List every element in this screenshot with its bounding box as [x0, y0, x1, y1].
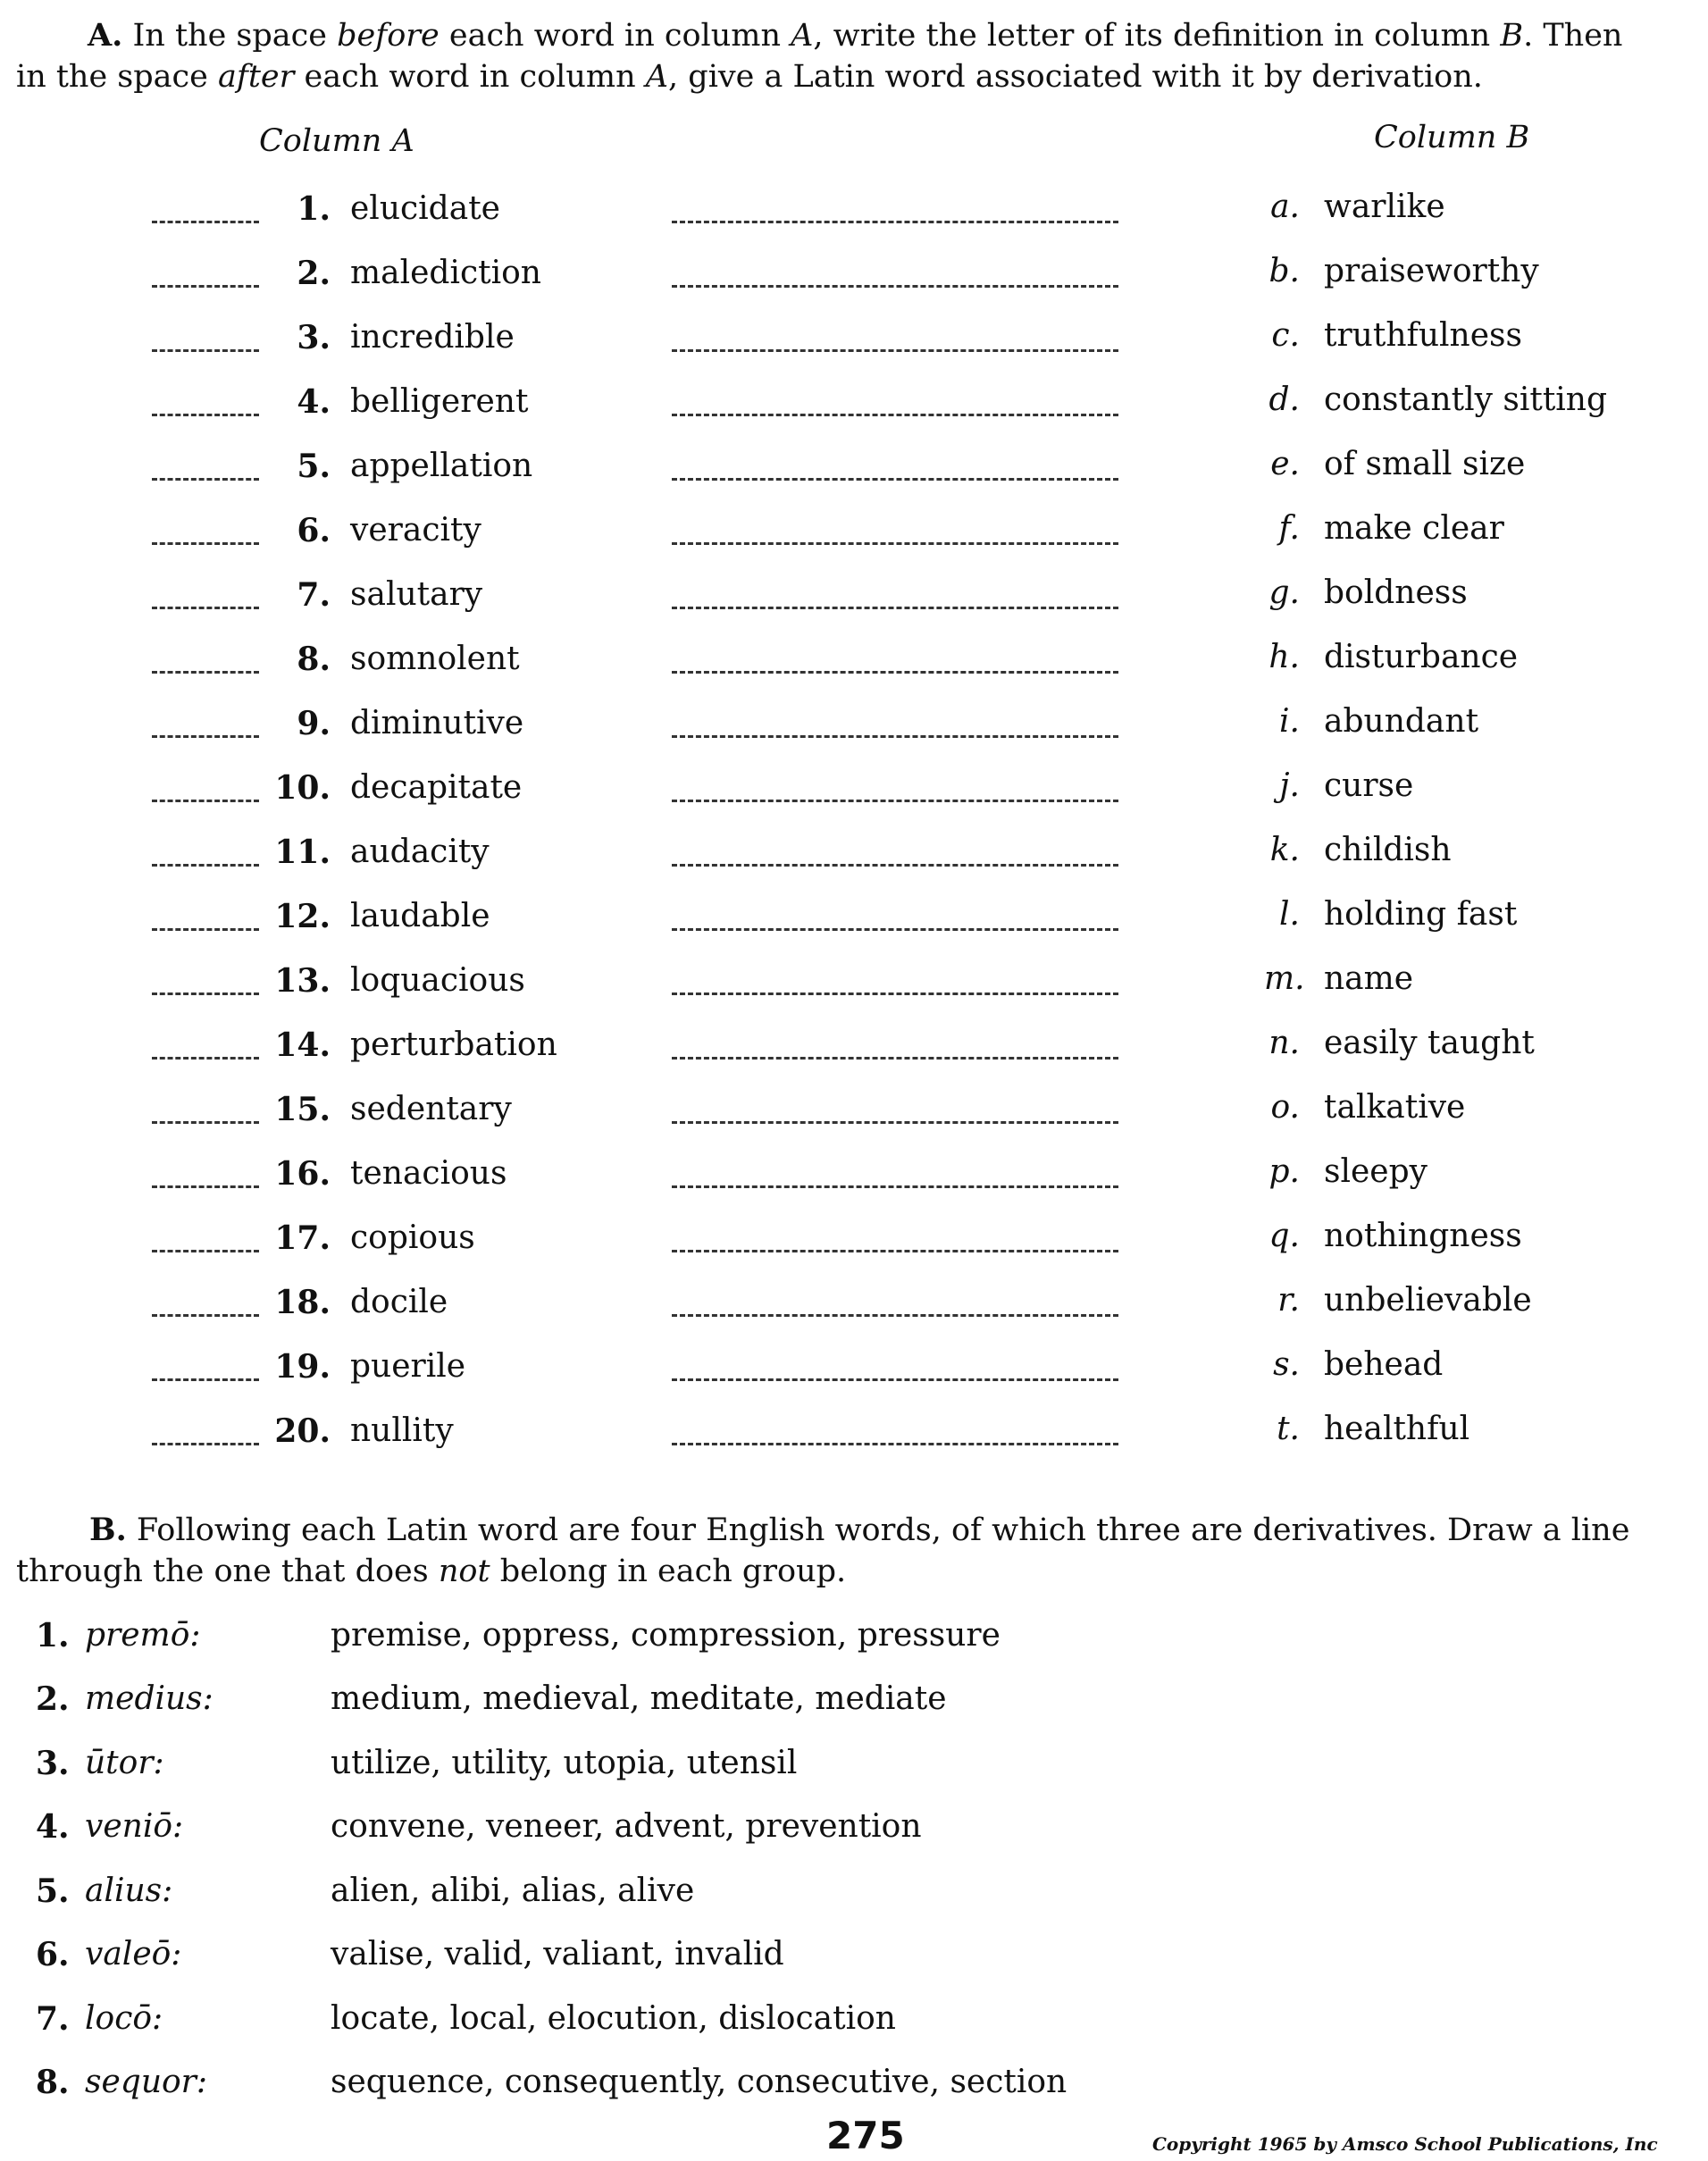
definition-text: healthful — [1324, 1411, 1470, 1447]
answer-blank-before[interactable] — [152, 542, 259, 545]
definition-text: warlike — [1324, 188, 1445, 225]
derivative-item — [0, 1869, 1708, 1922]
english-word: belligerent — [350, 383, 529, 420]
derivative-item — [0, 1677, 1708, 1730]
matching-row — [0, 1343, 1708, 1396]
item-number: 19. — [274, 1348, 331, 1386]
matching-row — [0, 314, 1708, 367]
definition-letter: b. — [1268, 253, 1300, 289]
definition-text: of small size — [1324, 446, 1526, 482]
answer-blank-before[interactable] — [152, 735, 259, 738]
answer-blank-after[interactable] — [672, 285, 1118, 288]
item-number: 10. — [274, 769, 331, 807]
item-number: 17. — [274, 1219, 331, 1257]
section-a-instructions-line-2: in the space after each word in column A, give a Latin word associated with it by derivation. — [16, 59, 1483, 95]
answer-blank-before[interactable] — [152, 221, 259, 223]
english-word: perturbation — [350, 1026, 557, 1063]
english-word: elucidate — [350, 190, 500, 227]
item-number: 1. — [36, 1617, 70, 1654]
item-number: 1. — [297, 190, 331, 228]
answer-blank-after[interactable] — [672, 349, 1118, 352]
answer-blank-after[interactable] — [672, 1378, 1118, 1381]
definition-letter: p. — [1268, 1153, 1300, 1190]
english-word: copious — [350, 1219, 475, 1256]
answer-blank-before[interactable] — [152, 478, 259, 481]
answer-blank-before[interactable] — [152, 285, 259, 288]
definition-letter: r. — [1277, 1282, 1300, 1319]
english-choices[interactable]: locate, local, elocution, dislocation — [331, 2000, 896, 2037]
item-number: 6. — [36, 1936, 70, 1973]
item-number: 6. — [297, 512, 331, 549]
english-word: veracity — [350, 512, 481, 549]
latin-word: locō: — [85, 2000, 163, 2037]
answer-blank-after[interactable] — [672, 221, 1118, 223]
matching-row — [0, 828, 1708, 882]
definition-letter: n. — [1268, 1025, 1300, 1061]
item-number: 11. — [274, 833, 331, 871]
item-number: 5. — [36, 1872, 70, 1910]
item-number: 5. — [297, 448, 331, 485]
answer-blank-before[interactable] — [152, 607, 259, 609]
item-number: 7. — [36, 2000, 70, 2038]
definition-letter: i. — [1279, 703, 1300, 740]
definition-letter: a. — [1270, 188, 1300, 225]
english-word: puerile — [350, 1348, 466, 1385]
english-word: nullity — [350, 1412, 454, 1449]
definition-letter: o. — [1270, 1089, 1300, 1126]
english-choices[interactable]: premise, oppress, compression, pressure — [331, 1617, 1001, 1654]
definition-text: abundant — [1324, 703, 1479, 740]
definition-letter: f. — [1278, 510, 1300, 547]
definition-text: boldness — [1324, 574, 1468, 611]
matching-row — [0, 185, 1708, 239]
answer-blank-after[interactable] — [672, 1443, 1118, 1445]
definition-text: name — [1324, 960, 1414, 997]
definition-text: talkative — [1324, 1089, 1466, 1126]
answer-blank-after[interactable] — [672, 928, 1118, 931]
matching-row — [0, 571, 1708, 624]
definition-letter: g. — [1268, 574, 1300, 611]
answer-blank-after[interactable] — [672, 1314, 1118, 1317]
item-number: 4. — [36, 1808, 70, 1846]
answer-blank-before[interactable] — [152, 800, 259, 802]
answer-blank-before[interactable] — [152, 1185, 259, 1188]
english-word: loquacious — [350, 962, 525, 999]
latin-word: ūtor: — [85, 1745, 164, 1781]
matching-row — [0, 892, 1708, 946]
english-word: sedentary — [350, 1091, 512, 1127]
definition-letter: s. — [1273, 1346, 1300, 1383]
item-number: 20. — [274, 1412, 331, 1450]
answer-blank-before[interactable] — [152, 993, 259, 995]
definition-text: curse — [1324, 767, 1414, 804]
english-word: salutary — [350, 576, 483, 613]
english-word: docile — [350, 1284, 448, 1320]
matching-row — [0, 1150, 1708, 1203]
matching-row — [0, 507, 1708, 560]
definition-letter: q. — [1268, 1218, 1300, 1254]
matching-row — [0, 1214, 1708, 1268]
derivative-item — [0, 1741, 1708, 1795]
matching-row — [0, 378, 1708, 431]
column-b-heading: Column B — [1374, 120, 1530, 155]
answer-blank-after[interactable] — [672, 478, 1118, 481]
definition-letter: c. — [1271, 317, 1300, 354]
english-choices[interactable]: utilize, utility, utopia, utensil — [331, 1745, 798, 1781]
answer-blank-after[interactable] — [672, 1250, 1118, 1252]
english-word: incredible — [350, 319, 515, 356]
answer-blank-before[interactable] — [152, 671, 259, 674]
item-number: 3. — [36, 1745, 70, 1782]
english-word: tenacious — [350, 1155, 507, 1192]
definition-letter: h. — [1268, 639, 1300, 675]
item-number: 4. — [297, 383, 331, 421]
english-word: diminutive — [350, 705, 524, 741]
answer-blank-before[interactable] — [152, 928, 259, 931]
english-word: somnolent — [350, 641, 520, 677]
item-number: 3. — [297, 319, 331, 356]
answer-blank-before[interactable] — [152, 414, 259, 416]
answer-blank-before[interactable] — [152, 349, 259, 352]
matching-row — [0, 1278, 1708, 1332]
section-a-label: A. — [88, 17, 123, 54]
answer-blank-after[interactable] — [672, 414, 1118, 416]
section-b-label: B. — [89, 1512, 127, 1548]
english-word: laudable — [350, 898, 490, 934]
definition-text: truthfulness — [1324, 317, 1522, 354]
item-number: 15. — [274, 1091, 331, 1128]
definition-text: behead — [1324, 1346, 1444, 1383]
item-number: 2. — [297, 255, 331, 292]
answer-blank-after[interactable] — [672, 1057, 1118, 1060]
definition-text: sleepy — [1324, 1153, 1428, 1190]
answer-blank-after[interactable] — [672, 671, 1118, 674]
answer-blank-after[interactable] — [672, 735, 1118, 738]
definition-text: constantly sitting — [1324, 381, 1608, 418]
latin-word: premō: — [85, 1617, 201, 1654]
english-word: audacity — [350, 833, 490, 870]
answer-blank-after[interactable] — [672, 800, 1118, 802]
latin-word: valeō: — [85, 1936, 182, 1973]
answer-blank-before[interactable] — [152, 1314, 259, 1317]
matching-row — [0, 957, 1708, 1010]
item-number: 16. — [274, 1155, 331, 1193]
answer-blank-before[interactable] — [152, 1443, 259, 1445]
column-a-heading: Column A — [259, 123, 414, 159]
answer-blank-after[interactable] — [672, 542, 1118, 545]
item-number: 8. — [36, 2064, 70, 2101]
answer-blank-before[interactable] — [152, 864, 259, 867]
definition-text: nothingness — [1324, 1218, 1522, 1254]
english-word: appellation — [350, 448, 533, 484]
matching-row — [0, 635, 1708, 689]
definition-letter: d. — [1268, 381, 1300, 418]
answer-blank-before[interactable] — [152, 1378, 259, 1381]
matching-row — [0, 1021, 1708, 1075]
matching-row — [0, 1085, 1708, 1139]
answer-blank-after[interactable] — [672, 607, 1118, 609]
matching-row — [0, 442, 1708, 496]
copyright-notice: Copyright 1965 by Amsco School Publications, Inc — [1152, 2133, 1658, 2155]
item-number: 9. — [297, 705, 331, 742]
item-number: 8. — [297, 641, 331, 678]
item-number: 7. — [297, 576, 331, 614]
english-choices[interactable]: alien, alibi, alias, alive — [331, 1872, 695, 1909]
definition-letter: t. — [1277, 1411, 1300, 1447]
item-number: 13. — [274, 962, 331, 1000]
english-choices[interactable]: medium, medieval, meditate, mediate — [331, 1680, 947, 1717]
latin-word: sequor: — [85, 2064, 208, 2100]
definition-text: holding fast — [1324, 896, 1518, 933]
answer-blank-after[interactable] — [672, 1185, 1118, 1188]
answer-blank-before[interactable] — [152, 1057, 259, 1060]
page-number: 275 — [826, 2114, 905, 2157]
derivative-item — [0, 1805, 1708, 1858]
definition-letter: e. — [1270, 446, 1300, 482]
answer-blank-before[interactable] — [152, 1250, 259, 1252]
definition-text: easily taught — [1324, 1025, 1535, 1061]
section-a-instructions-line-1: A. In the space before each word in column A, write the letter of its definition in column B. Then — [88, 17, 1623, 54]
answer-blank-after[interactable] — [672, 864, 1118, 867]
definition-text: disturbance — [1324, 639, 1519, 675]
derivative-item — [0, 1932, 1708, 1986]
definition-letter: j. — [1279, 767, 1300, 804]
matching-row — [0, 764, 1708, 817]
item-number: 14. — [274, 1026, 331, 1064]
matching-row — [0, 1407, 1708, 1461]
derivative-item — [0, 2060, 1708, 2114]
derivative-item — [0, 1613, 1708, 1667]
definition-text: make clear — [1324, 510, 1504, 547]
item-number: 12. — [274, 898, 331, 935]
english-word: malediction — [350, 255, 541, 291]
english-word: decapitate — [350, 769, 523, 806]
answer-blank-after[interactable] — [672, 993, 1118, 995]
section-b-instructions-line-1: B. Following each Latin word are four English words, of which three are derivatives. Draw a line — [89, 1512, 1630, 1548]
item-number: 2. — [36, 1680, 70, 1718]
latin-word: medius: — [85, 1680, 214, 1717]
latin-word: alius: — [85, 1872, 173, 1909]
definition-letter: k. — [1269, 832, 1300, 868]
section-b-instructions-line-2: through the one that does not belong in each group. — [16, 1554, 847, 1589]
latin-word: veniō: — [85, 1808, 184, 1845]
matching-row — [0, 699, 1708, 753]
item-number: 18. — [274, 1284, 331, 1321]
english-choices[interactable]: convene, veneer, advent, prevention — [331, 1808, 922, 1845]
english-choices[interactable]: sequence, consequently, consecutive, section — [331, 2064, 1068, 2100]
derivative-item — [0, 1997, 1708, 2050]
definition-text: unbelievable — [1324, 1282, 1532, 1319]
definition-text: childish — [1324, 832, 1452, 868]
definition-letter: l. — [1279, 896, 1300, 933]
definition-letter: m. — [1264, 960, 1305, 997]
definition-text: praiseworthy — [1324, 253, 1539, 289]
english-choices[interactable]: valise, valid, valiant, invalid — [331, 1936, 784, 1973]
answer-blank-before[interactable] — [152, 1121, 259, 1124]
matching-row — [0, 249, 1708, 303]
answer-blank-after[interactable] — [672, 1121, 1118, 1124]
